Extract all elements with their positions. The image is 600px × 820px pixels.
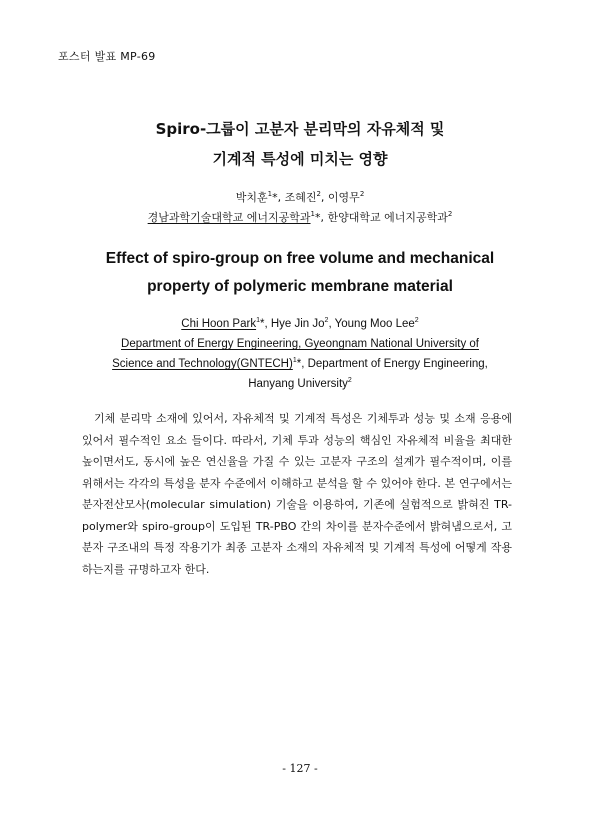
author-3-ko: 이영무 — [327, 191, 360, 204]
affiliation-2-en-number: 2 — [347, 377, 352, 384]
page-number: - 127 - — [282, 762, 318, 775]
affiliation-en-line-2 — [0, 354, 600, 374]
affiliation-2-en-line-2: Hanyang University — [248, 378, 348, 390]
author-separator: , — [320, 191, 328, 204]
corresponding-mark: *, — [272, 191, 285, 204]
author-2-ko: 조혜진 — [284, 191, 317, 204]
author-1-ko-affiliation: 1 — [267, 190, 273, 198]
corresponding-mark-en: *, — [259, 318, 271, 330]
author-1-en: Chi Hoon Park — [181, 318, 257, 330]
author-1-ko: 박치훈 — [235, 191, 268, 204]
author-3-en: Young Moo Lee — [334, 318, 415, 330]
affiliation-1-en-line-2: Science and Technology(GNTECH) — [112, 358, 293, 370]
affiliation-2-ko-number: 2 — [447, 210, 453, 218]
author-2-ko-affiliation: 2 — [316, 190, 321, 198]
abstract-paragraph: 기체 분리막 소재에 있어서, 자유체적 및 기계적 특성은 기체투과 성능 및 소재 응용에 있어서 필수적인 요소 들이다. 따라서, 기체 투과 성능의 핵심인 자유체적 비율을 최대한 높이면서도, 동시에 높은 연신율을 가질 수 있는 고분자 구조의 설계가 필수적이며, 이를 위해서는 각각의 특성을 분자 수준에서 이해하고 분석을 할 수 있어야 한다. 본 연구에서는 분자전산모사(molecular simulation) 기술을 이용하여, 기존에 실험적으로 밝혀진 TR-polymer와 spiro-group이 도입된 TR-PBO 간의 차이를 분자수준에서 밝혀냄으로서, 고분자 구조내의 특정 작용기가 최종 고분자 소재의 자유체적 및 기계적 특성에 어떻게 작용하는지를 규명하고자 한다. — [82, 412, 512, 576]
english-title-line-1: Effect of spiro-group on free volume and mechanical — [105, 250, 495, 267]
korean-authors — [0, 188, 600, 228]
english-title-line-2: property of polymeric membrane material — [147, 278, 453, 295]
author-2-en-affiliation: 2 — [324, 317, 329, 324]
affiliation-1-ko-number: 1 — [310, 210, 315, 218]
korean-title — [0, 114, 600, 174]
author-1-en-affiliation: 1 — [256, 317, 260, 324]
affiliation-1-ko: 경남과학기술대학교 에너지공학과 — [147, 211, 311, 224]
session-label: 포스터 발표 MP-69 — [58, 50, 156, 63]
english-author-names — [0, 314, 600, 334]
korean-title-line-1: Spiro-그룹이 고분자 분리막의 자유체적 및 — [155, 120, 445, 138]
affiliation-en-line-3 — [0, 374, 600, 394]
author-3-ko-affiliation: 2 — [359, 190, 365, 198]
english-authors — [0, 314, 600, 394]
author-3-en-affiliation: 2 — [414, 317, 419, 324]
affiliation-1-en-number: 1 — [292, 357, 297, 364]
korean-title-line-2: 기계적 특성에 미치는 영향 — [212, 150, 388, 168]
korean-author-names — [0, 188, 600, 208]
affiliation-1-en-line-1: Department of Energy Engineering, Gyeongnam National University of — [121, 338, 479, 350]
korean-affiliations — [0, 208, 600, 228]
english-title — [0, 245, 600, 301]
author-2-en: Hye Jin Jo — [270, 318, 325, 330]
affiliation-2-ko: *, 한양대학교 에너지공학과 — [315, 211, 448, 224]
author-separator-en: , — [328, 318, 335, 330]
affiliation-2-en-line-1: *, Department of Energy Engineering, — [296, 358, 488, 370]
